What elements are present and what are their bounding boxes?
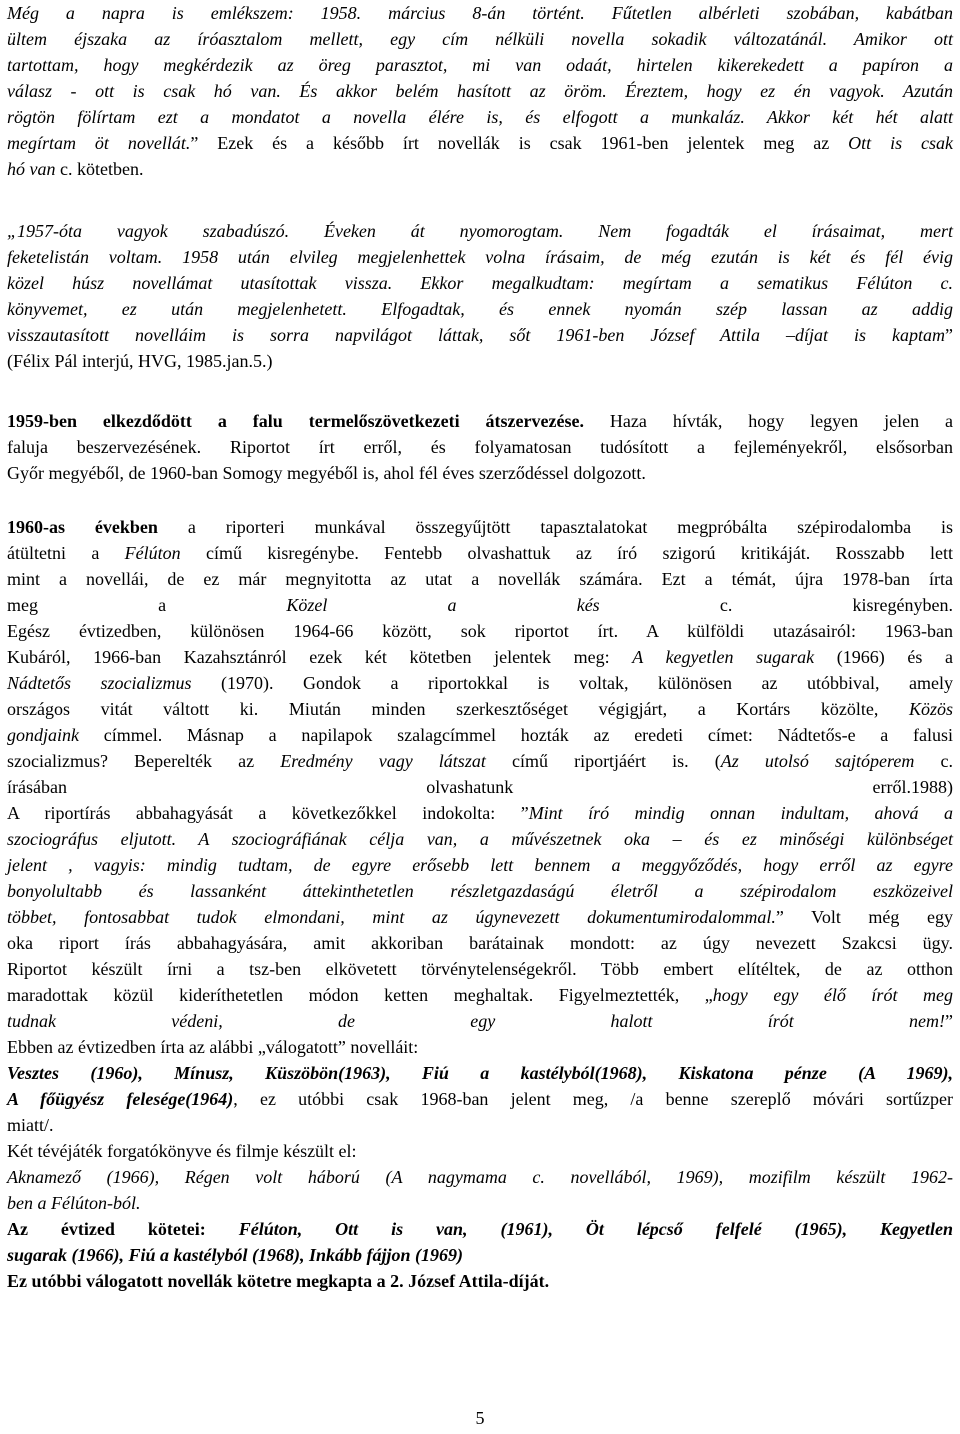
text-run: A riportírás abbahagyását a következőkkel indokolta: ” xyxy=(7,803,529,823)
text-line xyxy=(7,78,953,104)
text-run: A főügyész felesége(1964) xyxy=(7,1089,234,1109)
text-run: miatt/. xyxy=(7,1115,54,1135)
text-run: Eredmény vagy látszat xyxy=(280,751,486,771)
text-line xyxy=(7,800,953,826)
text-line xyxy=(7,1190,953,1216)
text-run: feketelistán voltam. 1958 után elvileg megjelenhettek volna írásaim, de még ezután is két és fél évig xyxy=(7,247,953,267)
text-run: Közös xyxy=(908,699,953,719)
text-run: Félúton xyxy=(124,543,181,563)
text-run: c. kötetben. xyxy=(55,159,144,179)
text-line xyxy=(7,408,953,434)
text-run: Riportot készült írni a tsz-ben elkövetett törvénytelenségekről. Több embert elítéltek, de az otthon xyxy=(7,959,953,979)
text-run: Egész évtizedben, különösen 1964-66 között, sok riportot írt. A külföldi utazásairól: 1963-ban xyxy=(7,621,953,641)
text-run: írásában olvashatunk erről.1988) xyxy=(7,777,953,797)
text-run: Ebben az évtizedben írta az alábbi „válogatott” novelláit: xyxy=(7,1037,419,1057)
text-run: A kegyetlen sugarak xyxy=(632,647,815,667)
text-run: többet, fontosabbat tudok elmondani, mint az úgynevezett dokumentumirodalommal. xyxy=(7,907,776,927)
text-run: Haza hívták, hogy legyen jelen a xyxy=(584,411,953,431)
text-run: Félúton, Ott is van, (1961), Öt lépcső felfelé (1965), Kegyetlen xyxy=(238,1219,954,1239)
text-run: , ez utóbbi csak 1968-ban jelent meg, /a benne szereplő móvári sortűzper xyxy=(233,1089,953,1109)
text-run: „1957-óta vagyok szabadúszó. Éveken át nyomorogtam. Nem fogadták el írásaimat, mert xyxy=(7,221,953,241)
text-run: könyvemet, ez után megjelenhetett. Elfogadtak, és ennek nyomán szép lassan az addig xyxy=(7,299,953,319)
text-line xyxy=(7,1268,953,1294)
text-run: sugarak (1966), Fiú a kastélyból (1968), Inkább fájjon (1969) xyxy=(7,1245,464,1265)
text-line xyxy=(7,566,953,592)
text-run: Az utolsó sajtóperem xyxy=(720,751,915,771)
text-line xyxy=(7,982,953,1008)
text-line xyxy=(7,244,953,270)
text-line xyxy=(7,348,953,374)
text-line xyxy=(7,1216,953,1242)
text-run: Nádtetős szocializmus xyxy=(7,673,192,693)
text-run: meg a xyxy=(7,595,287,615)
text-run: Közel a kés xyxy=(286,595,600,615)
text-line xyxy=(7,1164,953,1190)
text-run: ” xyxy=(945,1011,953,1031)
text-run: megírtam öt novellát. xyxy=(7,133,191,153)
text-line xyxy=(7,0,953,26)
text-line xyxy=(7,460,953,486)
text-run: (1966) és a xyxy=(814,647,953,667)
text-line xyxy=(7,1138,953,1164)
text-run: 1960-as években xyxy=(7,517,158,537)
text-run: Még a napra is emlékszem: 1958. március 8-án történt. Fűtetlen albérleti szobában, kabátban xyxy=(7,3,953,23)
text-run: szociográfus eljutott. A szociográfiának célja van, a művészetnek oka – és ez minőségi különbséget xyxy=(7,829,953,849)
text-run: című kisregénybe. Fentebb olvashattuk az író szigorú kritikáját. Rosszabb lett xyxy=(180,543,953,563)
text-run: ben a Félúton-ból. xyxy=(7,1193,141,1213)
text-line xyxy=(7,956,953,982)
text-run: (1970). Gondok a riportokkal is voltak, különösen az utóbbival, amely xyxy=(191,673,954,693)
text-line xyxy=(7,696,953,722)
text-run: visszautasított novelláim is sorra napvilágot láttak, sőt 1961-ben József Attila –díjat is kaptam xyxy=(7,325,945,345)
text-run: Mint író mindig onnan indultam, ahová a xyxy=(528,803,953,823)
text-run: közel húsz novellámat utasítottak vissza. Ekkor megalkudtam: megírtam a sematikus Félúton c. xyxy=(7,273,953,293)
text-line xyxy=(7,1008,953,1034)
text-run: címmel. Másnap a napilapok szalagcímmel hozták az eredeti címet: Nádtetős-e a falusi xyxy=(79,725,953,745)
text-run: válasz - ott is csak hó van. És akkor belém hasított az öröm. Éreztem, hogy ez én vagyok. Azután xyxy=(7,81,953,101)
text-line xyxy=(7,104,953,130)
text-run: Az évtized kötetei: xyxy=(7,1219,239,1239)
text-run: faluja beszervezésének. Riportot írt erről, és folyamatosan tudósított a fejleményekről, elsősorban xyxy=(7,437,953,457)
text-run: bonyolultabb és lassanként áttekinthetetlen részletgazdaságú életről a szépirodalom eszközeivel xyxy=(7,881,953,901)
text-line xyxy=(7,1086,953,1112)
paragraph-1959 xyxy=(7,408,953,486)
text-run: jelent , vagyis: mindig tudtam, de egyre erősebb lett bennem a meggyőződés, hogy erről az egyre xyxy=(7,855,953,875)
text-run: hó van xyxy=(7,159,56,179)
text-line xyxy=(7,826,953,852)
text-line xyxy=(7,748,953,774)
text-line xyxy=(7,434,953,460)
text-line xyxy=(7,514,953,540)
text-line xyxy=(7,722,953,748)
text-run: gondjaink xyxy=(7,725,79,745)
text-line xyxy=(7,26,953,52)
text-line xyxy=(7,296,953,322)
text-run: Vesztes (196o), Mínusz, Küszöbön(1963), Fiú a kastélyból(1968), Kiskatona pénze (A 1969), xyxy=(7,1063,953,1083)
text-line xyxy=(7,904,953,930)
text-run: című riportjáért is. ( xyxy=(485,751,721,771)
text-run: rögtön fölírtam ezt a mondatot a novella élére is, és elfogott a munkaláz. Akkor két hét alatt xyxy=(7,107,953,127)
text-run: országos vitát váltott ki. Miután minden szerkesztőséget végigjárt, a Kortárs közölte, xyxy=(7,699,909,719)
text-run: Győr megyéből, de 1960-ban Somogy megyéből is, ahol fél éves szerződéssel dolgozott. xyxy=(7,463,646,483)
text-line xyxy=(7,218,953,244)
text-line xyxy=(7,1112,953,1138)
text-line xyxy=(7,852,953,878)
text-run: oka riport írás abbahagyására, amit akkoriban barátainak mondott: az úgy nevezett Szakcsi ügy. xyxy=(7,933,953,953)
quote-1958 xyxy=(7,0,953,182)
text-run: ültem éjszaka az íróasztalom mellett, egy cím nélküli novella sokadik változatánál. Amikor ott xyxy=(7,29,953,49)
text-line xyxy=(7,592,953,618)
text-run: ” xyxy=(945,325,953,345)
text-line xyxy=(7,1242,953,1268)
text-line xyxy=(7,270,953,296)
text-line xyxy=(7,644,953,670)
text-run: Két tévéjáték forgatókönyve és filmje készült el: xyxy=(7,1141,357,1161)
text-run: (Félix Pál interjú, HVG, 1985.jan.5.) xyxy=(7,351,273,371)
text-line xyxy=(7,130,953,156)
text-run: c. kisregényben. xyxy=(599,595,953,615)
text-run: maradottak közül kideríthetetlen módon ketten meghaltak. Figyelmeztették, „ xyxy=(7,985,713,1005)
text-run: tartottam, hogy megkérdezik az öreg parasztot, mi van odaát, hirtelen kikerekedett a papíron a xyxy=(7,55,953,75)
text-line xyxy=(7,52,953,78)
paragraph-1960s xyxy=(7,514,953,1294)
text-line xyxy=(7,670,953,696)
text-line xyxy=(7,878,953,904)
text-run: 1959-ben elkezdődött a falu termelőszövetkezeti átszervezése. xyxy=(7,411,584,431)
text-run: Ez utóbbi válogatott novellák kötetre megkapta a 2. József Attila-díját. xyxy=(7,1271,550,1291)
text-run: ” Volt még egy xyxy=(775,907,953,927)
text-line xyxy=(7,540,953,566)
quote-1957 xyxy=(7,218,953,374)
text-line xyxy=(7,774,953,800)
text-run: tudnak védeni, de egy halott írót nem! xyxy=(7,1011,945,1031)
text-run: Kubáról, 1966-ban Kazahsztánról ezek két kötetben jelentek meg: xyxy=(7,647,633,667)
text-run: szocializmus? Beperelték az xyxy=(7,751,281,771)
text-line xyxy=(7,930,953,956)
page-number: 5 xyxy=(475,1408,485,1428)
text-line xyxy=(7,322,953,348)
text-run: mint a novellái, de ez már megnyitotta az utat a novellák számára. Ezt a témát, újra 1978-ban írta xyxy=(7,569,953,589)
text-run: Ott is csak xyxy=(848,133,953,153)
text-run: átültetni a xyxy=(7,543,125,563)
text-line xyxy=(7,1034,953,1060)
text-run: a riporteri munkával összegyűjtött tapasztalatokat megpróbálta szépirodalomba is xyxy=(157,517,954,537)
text-run: hogy egy élő írót meg xyxy=(712,985,953,1005)
text-run: c. xyxy=(914,751,953,771)
text-line xyxy=(7,156,953,182)
text-line xyxy=(7,618,953,644)
text-run: Aknamező (1966), Régen volt háború (A nagymama c. novellából, 1969), mozifilm készült 1962- xyxy=(7,1167,953,1187)
text-line xyxy=(7,1060,953,1086)
text-run: ” Ezek és a később írt novellák is csak 1961-ben jelentek meg az xyxy=(190,133,849,153)
